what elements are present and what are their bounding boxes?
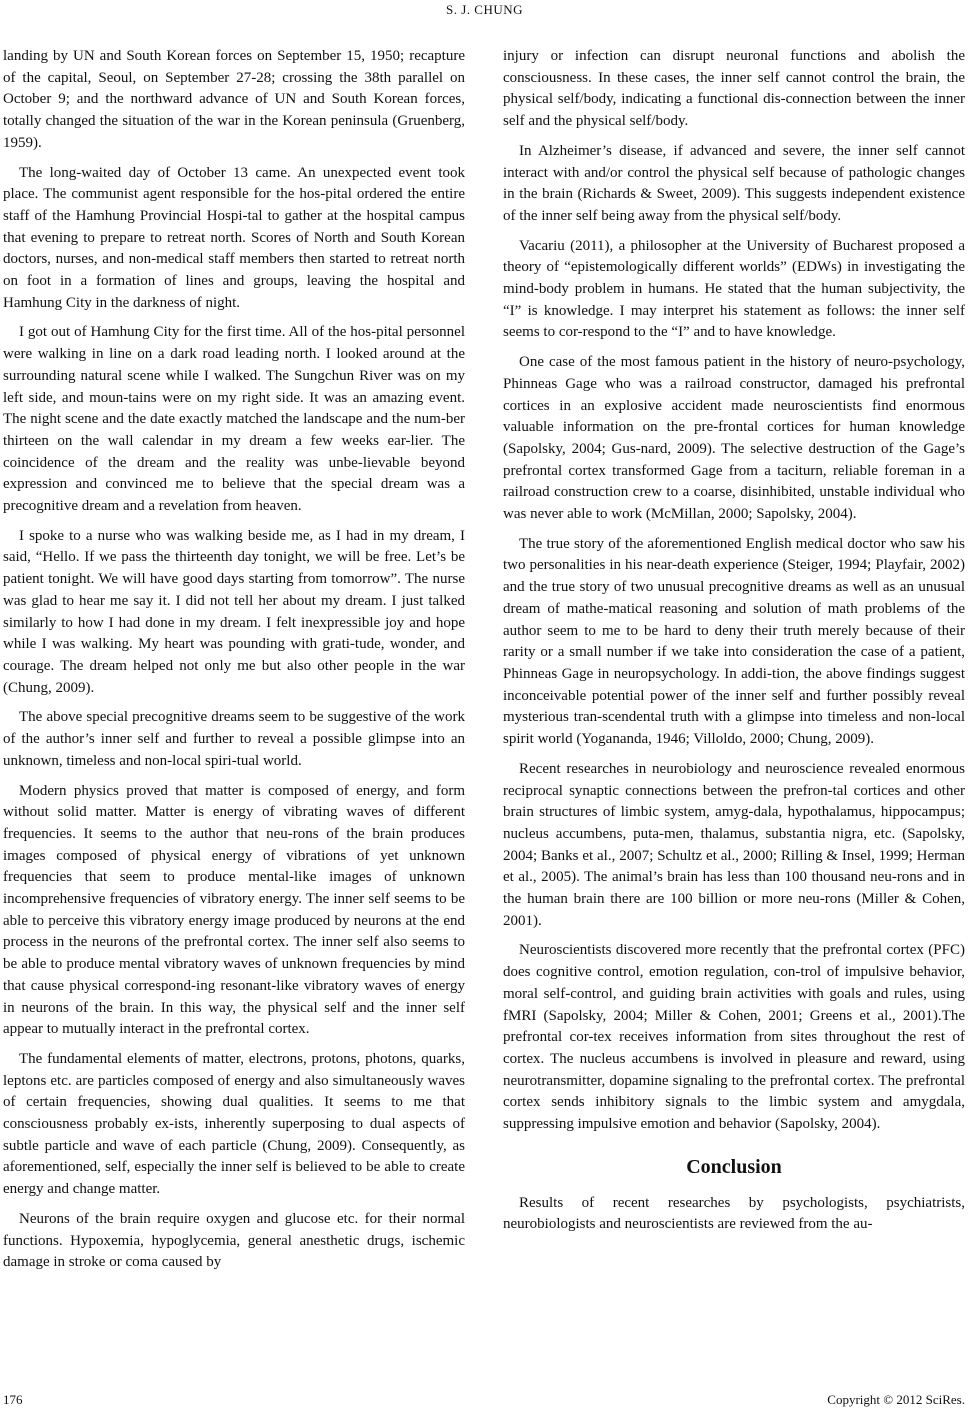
section-heading-conclusion: Conclusion (686, 1155, 782, 1178)
body-paragraph: One case of the most famous patient in the history of neuro-psychology, Phinneas Gage who was a railroad constructor, damaged his prefrontal cortices in an explosive accident made neuroscientists find enormous valuable information on the pre-frontal cortices for human knowledge (Sapolsky, 2004; Gus-nard, 2009). The selective destruction of the Gage’s prefrontal cortex transformed Gage from a taciturn, reliable foreman in a railroad construction crew to a coarse, disinhibited, unstable individual who was never able to work (McMillan, 2000; Sapolsky, 2004). (503, 354, 965, 523)
left-column (3, 46, 465, 1282)
page-number: 176 (3, 1392, 23, 1407)
body-paragraph: I spoke to a nurse who was walking beside me, as I had in my dream, I said, “Hello. If we pass the thirteenth day tonight, we will be free. Let’s be patient tonight. We will have good days starting from tomorrow”. The nurse was glad to hear me say it. I did not tell her about my dream. I just talked similarly to how I had done in my dream. I felt inexpressible joy and hope while I was walking. My heart was pounding with grati-tude, wonder, and courage. The dream helped not only me but also other people in the war (Chung, 2009). (3, 527, 465, 696)
body-paragraph: The long-waited day of October 13 came. An unexpected event took place. The communist agent responsible for the hos-pital ordered the entire staff of the Hamhung Provincial Hospi-tal to gather at the hospital campus that evening to prepare to retreat north. Scores of North and South Korean doctors, nurses, and non-medical staff members then started to retreat north on foot in a formation of lines and groups, leaving the hospital and Hamhung City in the darkness of night. (3, 164, 465, 311)
body-paragraph: Results of recent researches by psychologists, psychiatrists, neurobiologists and neuroscientists are reviewed from the au- (503, 1194, 965, 1233)
body-paragraph: landing by UN and South Korean forces on September 15, 1950; recapture of the capital, Seoul, on September 27-28; crossing the 38th parallel on October 9; and the northward advance of UN and South Korean forces, totally changed the situation of the war in the Korean peninsula (Gruenberg, 1959). (3, 48, 465, 151)
body-paragraph: Vacariu (2011), a philosopher at the University of Bucharest proposed a theory of “epistemologically different worlds” (EDWs) in investigating the mind-body problem in humans. He stated that the human subjectivity, the “I” is knowledge. I may interpret his statement as follows: the inner self seems to cor-respond to the “I” and to have knowledge. (503, 237, 965, 341)
body-paragraph: The above special precognitive dreams seem to be suggestive of the work of the author’s inner self and further to reveal a possible glimpse into an unknown, timeless and non-local spiri-tual world. (3, 709, 465, 769)
right-column (503, 46, 965, 1244)
body-paragraph: The true story of the aforementioned English medical doctor who saw his two personalities in his near-death experience (Steiger, 1994; Playfair, 2002) and the true story of two unusual precognitive dreams as well as an unusual dream of mathe-matical reasoning and solution of math problems of the author seem to me to be hard to deny their truth merely because of their rarity or a small number if we take into consideration the case of a patient, Phinneas Gage in neuropsychology. In addi-tion, the above findings suggest inconceivable potential power of the inner self and further possibly reveal mysterious tran-scendental truth with a glimpse into timeless and non-local spirit world (Yogananda, 1946; Villoldo, 2000; Chung, 2009). (503, 535, 965, 748)
running-head: S. J. CHUNG (445, 2, 523, 17)
body-paragraph: Neurons of the brain require oxygen and glucose etc. for their normal functions. Hypoxemia, hypoglycemia, general anesthetic drugs, ischemic damage in stroke or coma caused by (3, 1210, 465, 1271)
body-paragraph: I got out of Hamhung City for the first time. All of the hos-pital personnel were walking in line on a dark road leading north. I looked around at the surrounding natural scene while I walked. The Sungchun River was on my left side, and moun-tains were on my right side. It was an amazing event. The night scene and the date exactly matched the landscape and the num-ber thirteen on the wall calendar in my dream a few weeks ear-lier. The coincidence of the dream and the reality was unbe-lievable beyond expression and convinced me to believe that the special dream was a precognitive dream and a revelation from heaven. (3, 324, 465, 515)
body-paragraph: Recent researches in neurobiology and neuroscience revealed enormous reciprocal synaptic connections between the prefron-tal cortices and other brain structures of limbic system, amyg-dala, hypothalamus, hippocampus; nucleus accumbens, puta-men, thalamus, substantia nigra, etc. (Sapolsky, 2004; Banks et al., 2007; Schultz et al., 2000; Rilling & Insel, 1999; Herman et al., 2005). The animal’s brain has less than 100 thousand neu-rons and in the human brain there are 100 billion or more neu-rons (Miller & Cohen, 2001). (503, 760, 965, 929)
body-paragraph: The fundamental elements of matter, electrons, protons, photons, quarks, leptons etc. are particles composed of energy and also simultaneously waves of certain frequencies, showing dual qualities. It seems to me that consciousness probably ex-ists, inherently superposing to dual aspects of subtle particle and wave of each particle (Chung, 2009). Consequently, as aforementioned, self, especially the inner self is believed to be able to create energy and change matter. (3, 1050, 465, 1198)
body-paragraph: Modern physics proved that matter is composed of energy, and form without solid matter. Matter is energy of vibrating waves of different frequencies. It seems to the author that neu-rons of the brain produces images composed of physical energy of vibrations of yet unknown frequencies that seem to produce mental-like images of unknown incomprehensive frequencies of vibratory energy. The inner self seems to be able to perceive this vibratory energy image produced by neurons at the end process in the neurons of the prefrontal cortex. The inner self also seems to be able to produce mental vibratory waves of unknown frequencies by mind that cause physical correspond-ing resonant-like vibratory waves of energy in neurons of the brain. In this way, the physical self and the inner self appear to mutually interact in the prefrontal cortex. (3, 782, 465, 1038)
body-paragraph: injury or infection can disrupt neuronal functions and abolish the consciousness. In these cases, the inner self cannot control the brain, the physical self/body, indicating a functional dis-connection between the inner self and the physical self/body. (503, 48, 965, 130)
body-paragraph: In Alzheimer’s disease, if advanced and severe, the inner self cannot interact with and/or control the physical self because of pathologic changes in the brain (Richards & Sweet, 2009). This suggests independent existence of the inner self being away from the physical self/body. (503, 142, 965, 224)
body-paragraph: Neuroscientists discovered more recently that the prefrontal cortex (PFC) does cognitive control, emotion regulation, con-trol of impulsive behavior, moral self-control, and guiding brain activities with goals and rules, using fMRI (Sapolsky, 2004; Miller & Cohen, 2001; Greens et al., 2001).The prefrontal cor-tex receives information from sites throughout the rest of cortex. The nucleus accumbens is involved in pleasure and reward, using neurotransmitter, dopamine signaling to the prefrontal cortex. The prefrontal cortex sends inhibitory signals to the limbic system and amygdala, suppressing impulsive emotion and behavior (Sapolsky, 2004). (503, 942, 965, 1133)
copyright-notice: Copyright © 2012 SciRes. (827, 1392, 965, 1407)
